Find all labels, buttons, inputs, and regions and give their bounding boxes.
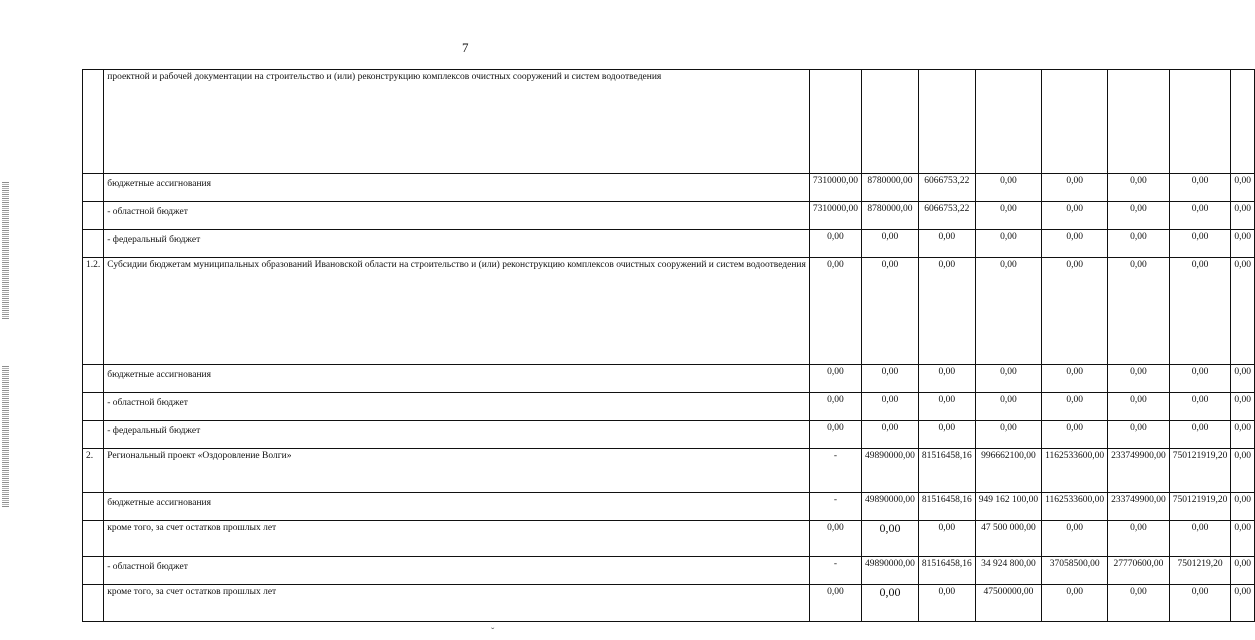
- value-cell: 0,00: [1169, 258, 1231, 365]
- row-description: - областной бюджет: [104, 393, 810, 421]
- value-cell: 34 924 800,00: [975, 557, 1041, 585]
- value-cell: 81516458,16: [918, 557, 975, 585]
- table-row: [83, 365, 1255, 393]
- value-cell: 0,00: [1231, 230, 1255, 258]
- value-cell: 1162533600,00: [1042, 493, 1108, 521]
- value-cell: 0,00: [809, 393, 861, 421]
- value-cell: 0,00: [1231, 421, 1255, 449]
- value-cell: 81516458,16: [918, 449, 975, 493]
- value-cell: 0,00: [1231, 521, 1255, 557]
- value-cell: -: [809, 449, 861, 493]
- value-cell: 0,00: [809, 230, 861, 258]
- table-row: [83, 70, 1255, 174]
- value-cell: 0,00: [1108, 421, 1170, 449]
- value-cell: 0,00: [1042, 365, 1108, 393]
- value-cell: [1042, 70, 1108, 174]
- table-row: [83, 521, 1255, 557]
- row-description: - федеральный бюджет: [104, 421, 810, 449]
- row-description: кроме того, за счет остатков прошлых лет: [104, 521, 810, 557]
- value-cell: 996662100,00: [975, 449, 1041, 493]
- value-cell: 0,00: [918, 258, 975, 365]
- value-cell: 0,00: [809, 585, 861, 622]
- value-cell: 0,00: [975, 258, 1041, 365]
- value-cell: 49890000,00: [862, 449, 919, 493]
- table-row: [83, 557, 1255, 585]
- value-cell: 0,00: [1231, 258, 1255, 365]
- row-description: бюджетные ассигнования: [104, 174, 810, 202]
- row-index: [83, 70, 104, 174]
- value-cell: 0,00: [1169, 421, 1231, 449]
- value-cell: 0,00: [1108, 174, 1170, 202]
- scan-edge-mark: [2, 366, 9, 508]
- table-row: [83, 449, 1255, 493]
- value-cell: 0,00: [975, 393, 1041, 421]
- value-cell: 7310000,00: [809, 174, 861, 202]
- value-cell: 81516458,16: [918, 493, 975, 521]
- value-cell: 750121919,20: [1169, 449, 1231, 493]
- value-cell: 0,00: [1108, 393, 1170, 421]
- row-index: 1.2.: [83, 258, 104, 365]
- value-cell: 0,00: [809, 421, 861, 449]
- value-cell: 0,00: [1169, 174, 1231, 202]
- value-cell: 0,00: [1108, 202, 1170, 230]
- value-cell: 0,00: [809, 258, 861, 365]
- value-cell: 0,00: [975, 365, 1041, 393]
- value-cell: 0,00: [918, 585, 975, 622]
- row-index: [83, 230, 104, 258]
- value-cell: 37058500,00: [1042, 557, 1108, 585]
- value-cell: 0,00: [862, 421, 919, 449]
- value-cell: 49890000,00: [862, 557, 919, 585]
- row-description: проектной и рабочей документации на строительство и (или) реконструкцию комплексов очистных сооружений и систем водоотведения: [104, 70, 810, 174]
- value-cell: 0,00: [975, 202, 1041, 230]
- row-description: бюджетные ассигнования: [104, 365, 810, 393]
- table-row: [83, 258, 1255, 365]
- value-cell: 27770600,00: [1108, 557, 1170, 585]
- value-cell: 0,00: [1231, 493, 1255, 521]
- row-description: Региональный проект «Оздоровление Волги»: [104, 449, 810, 493]
- value-cell: [975, 70, 1041, 174]
- value-cell: 0,00: [1042, 202, 1108, 230]
- value-cell: 0,00: [1169, 393, 1231, 421]
- value-cell: 0,00: [862, 258, 919, 365]
- row-index: 2.: [83, 449, 104, 493]
- row-description: Субсидии бюджетам муниципальных образований Ивановской области на строительство и (или) реконструкцию комплексов очистных сооружений и систем водоотведения: [104, 258, 810, 365]
- value-cell: 0,00: [1231, 174, 1255, 202]
- value-cell: 8780000,00: [862, 174, 919, 202]
- value-cell: 0,00: [1108, 258, 1170, 365]
- table-row: [83, 585, 1255, 622]
- table-row: [83, 202, 1255, 230]
- value-cell: [809, 70, 861, 174]
- value-cell: 0,00: [1169, 585, 1231, 622]
- value-cell: -: [809, 493, 861, 521]
- value-cell: 233749900,00: [1108, 449, 1170, 493]
- value-cell: [918, 70, 975, 174]
- value-cell: [1169, 70, 1231, 174]
- value-cell: 0,00: [918, 230, 975, 258]
- value-cell: 0,00: [1231, 585, 1255, 622]
- scan-artifact: ˇ: [491, 627, 495, 638]
- value-cell: 949 162 100,00: [975, 493, 1041, 521]
- value-cell: 0,00: [1169, 230, 1231, 258]
- value-cell: 0,00: [1231, 202, 1255, 230]
- value-cell: 0,00: [1231, 557, 1255, 585]
- value-cell: 0,00: [1042, 521, 1108, 557]
- value-cell: 0,00: [1231, 393, 1255, 421]
- value-cell: 49890000,00: [862, 493, 919, 521]
- table-row: [83, 393, 1255, 421]
- value-cell: 0,00: [975, 421, 1041, 449]
- value-cell: 0,00: [862, 230, 919, 258]
- value-cell: 0,00: [918, 421, 975, 449]
- value-cell: 0,00: [862, 393, 919, 421]
- value-cell: 233749900,00: [1108, 493, 1170, 521]
- budget-table: [82, 69, 1255, 622]
- value-cell: 1162533600,00: [1042, 449, 1108, 493]
- table-row: [83, 230, 1255, 258]
- value-cell: 0,00: [1042, 174, 1108, 202]
- value-cell: 0,00: [809, 521, 861, 557]
- scan-edge-mark: [2, 182, 9, 320]
- value-cell: 750121919,20: [1169, 493, 1231, 521]
- row-index: [83, 521, 104, 557]
- value-cell: 0,00: [1169, 365, 1231, 393]
- value-cell: [862, 70, 919, 174]
- value-cell: 0,00: [862, 521, 919, 557]
- table-row: [83, 421, 1255, 449]
- row-description: - областной бюджет: [104, 557, 810, 585]
- value-cell: 47500000,00: [975, 585, 1041, 622]
- value-cell: 0,00: [918, 393, 975, 421]
- value-cell: 7310000,00: [809, 202, 861, 230]
- row-index: [83, 365, 104, 393]
- value-cell: 0,00: [1042, 585, 1108, 622]
- value-cell: 0,00: [1108, 365, 1170, 393]
- value-cell: [1231, 70, 1255, 174]
- value-cell: 6066753,22: [918, 202, 975, 230]
- row-index: [83, 421, 104, 449]
- row-description: кроме того, за счет остатков прошлых лет: [104, 585, 810, 622]
- value-cell: 0,00: [1169, 202, 1231, 230]
- row-description: бюджетные ассигнования: [104, 493, 810, 521]
- value-cell: -: [809, 557, 861, 585]
- value-cell: 0,00: [1108, 585, 1170, 622]
- value-cell: 0,00: [862, 365, 919, 393]
- value-cell: 8780000,00: [862, 202, 919, 230]
- value-cell: 0,00: [1231, 449, 1255, 493]
- row-index: [83, 174, 104, 202]
- row-index: [83, 393, 104, 421]
- table-row: [83, 493, 1255, 521]
- value-cell: 0,00: [1169, 521, 1231, 557]
- value-cell: 0,00: [1042, 258, 1108, 365]
- value-cell: 6066753,22: [918, 174, 975, 202]
- value-cell: 0,00: [862, 585, 919, 622]
- row-description: - областной бюджет: [104, 202, 810, 230]
- value-cell: 0,00: [1042, 421, 1108, 449]
- page-number: 7: [462, 40, 469, 55]
- value-cell: 0,00: [1231, 365, 1255, 393]
- row-index: [83, 202, 104, 230]
- value-cell: 0,00: [1042, 230, 1108, 258]
- row-description: - федеральный бюджет: [104, 230, 810, 258]
- value-cell: 7501219,20: [1169, 557, 1231, 585]
- value-cell: 0,00: [975, 230, 1041, 258]
- value-cell: 0,00: [975, 174, 1041, 202]
- row-index: [83, 557, 104, 585]
- value-cell: 0,00: [809, 365, 861, 393]
- row-index: [83, 493, 104, 521]
- value-cell: 0,00: [1042, 393, 1108, 421]
- value-cell: 0,00: [918, 365, 975, 393]
- row-index: [83, 585, 104, 622]
- value-cell: [1108, 70, 1170, 174]
- table-row: [83, 174, 1255, 202]
- value-cell: 0,00: [1108, 230, 1170, 258]
- value-cell: 47 500 000,00: [975, 521, 1041, 557]
- value-cell: 0,00: [918, 521, 975, 557]
- value-cell: 0,00: [1108, 521, 1170, 557]
